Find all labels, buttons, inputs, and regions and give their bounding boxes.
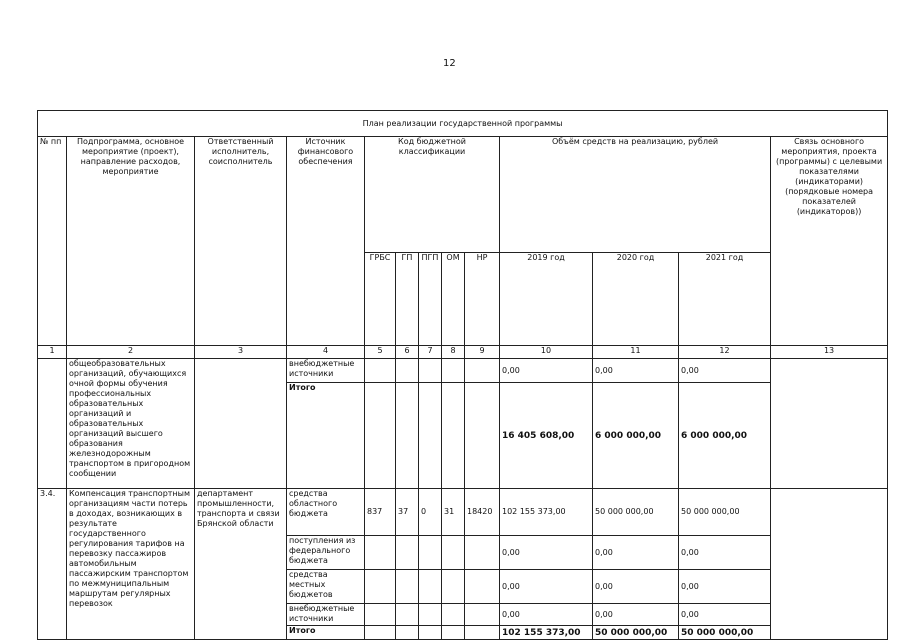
header-subprogram: Подпрограмма, основное мероприятие (проект), направление расходов, мероприятие xyxy=(67,137,195,346)
col-number: 3 xyxy=(195,346,287,359)
program-plan-table xyxy=(37,110,888,640)
page-number: 12 xyxy=(443,58,456,69)
amount-2020: 6 000 000,00 xyxy=(593,383,679,489)
activity-description: общеобразовательных организаций, обучающихся очной формы обучения профессиональных образовательных организаций и образовательных организаций высшего образования железнодорожным транспортом в пригородном сообщении xyxy=(67,359,195,489)
header-gp: ГП xyxy=(396,253,419,346)
source-cell: поступления из федерального бюджета xyxy=(287,536,365,570)
header-link: Связь основного мероприятия, проекта (программы) с целевыми показателями (индикаторами) (порядковые номера показателей (индикаторов)) xyxy=(771,137,888,346)
col-number: 6 xyxy=(396,346,419,359)
header-responsible: Ответственный исполнитель, соисполнитель xyxy=(195,137,287,346)
header-om: ОМ xyxy=(442,253,465,346)
col-number: 11 xyxy=(593,346,679,359)
amount-2019: 16 405 608,00 xyxy=(500,383,593,489)
amount-2019: 102 155 373,00 xyxy=(500,489,593,536)
col-number: 4 xyxy=(287,346,365,359)
col-number: 2 xyxy=(67,346,195,359)
source-cell: средства местных бюджетов xyxy=(287,570,365,604)
amount-2021: 50 000 000,00 xyxy=(679,626,771,640)
amount-2019: 0,00 xyxy=(500,604,593,626)
amount-2021: 0,00 xyxy=(679,359,771,383)
amount-2021: 0,00 xyxy=(679,536,771,570)
source-cell: средства областного бюджета xyxy=(287,489,365,536)
col-number: 13 xyxy=(771,346,888,359)
amount-2019: 0,00 xyxy=(500,570,593,604)
amount-2020: 50 000 000,00 xyxy=(593,626,679,640)
col-number: 8 xyxy=(442,346,465,359)
gp-cell: 37 xyxy=(396,489,419,536)
amount-2021: 0,00 xyxy=(679,570,771,604)
header-nr: НР xyxy=(465,253,500,346)
header-grbs: ГРБС xyxy=(365,253,396,346)
header-budget-code: Код бюджетной классификации xyxy=(365,137,500,253)
amount-2021: 6 000 000,00 xyxy=(679,383,771,489)
source-cell: внебюджетные источники xyxy=(287,604,365,626)
amount-2019: 0,00 xyxy=(500,536,593,570)
amount-2021: 0,00 xyxy=(679,604,771,626)
amount-2020: 50 000 000,00 xyxy=(593,489,679,536)
header-volume: Объём средств на реализацию, рублей xyxy=(500,137,771,253)
col-number: 10 xyxy=(500,346,593,359)
column-numbers-row xyxy=(38,346,888,359)
header-pgp: ПГП xyxy=(419,253,442,346)
header-2019: 2019 год xyxy=(500,253,593,346)
responsible-cell: департамент промышленности, транспорта и связи Брянской области xyxy=(195,489,287,640)
header-2020: 2020 год xyxy=(593,253,679,346)
table-title: План реализации государственной программы xyxy=(38,111,888,137)
header-num: № пп xyxy=(38,137,67,346)
header-2021: 2021 год xyxy=(679,253,771,346)
col-number: 1 xyxy=(38,346,67,359)
amount-2020: 0,00 xyxy=(593,536,679,570)
amount-2019: 0,00 xyxy=(500,359,593,383)
col-number: 7 xyxy=(419,346,442,359)
source-cell: Итого xyxy=(287,383,365,489)
amount-2020: 0,00 xyxy=(593,359,679,383)
om-cell: 31 xyxy=(442,489,465,536)
pgp-cell: 0 xyxy=(419,489,442,536)
amount-2020: 0,00 xyxy=(593,570,679,604)
activity-description: Компенсация транспортным организациям части потерь в доходах, возникающих в результате государственного регулирования тарифов на перевозку пассажиров автомобильным пассажирским транспортом по межмуниципальным маршрутам регулярных перевозок xyxy=(67,489,195,640)
col-number: 12 xyxy=(679,346,771,359)
source-cell: внебюджетные источники xyxy=(287,359,365,383)
table-row xyxy=(38,359,888,383)
amount-2019: 102 155 373,00 xyxy=(500,626,593,640)
table-row xyxy=(38,489,888,536)
header-source: Источник финансового обеспечения xyxy=(287,137,365,346)
amount-2021: 50 000 000,00 xyxy=(679,489,771,536)
row-number: 3.4. xyxy=(38,489,67,640)
amount-2020: 0,00 xyxy=(593,604,679,626)
grbs-cell: 837 xyxy=(365,489,396,536)
col-number: 5 xyxy=(365,346,396,359)
nr-cell: 18420 xyxy=(465,489,500,536)
source-cell: Итого xyxy=(287,626,365,640)
col-number: 9 xyxy=(465,346,500,359)
